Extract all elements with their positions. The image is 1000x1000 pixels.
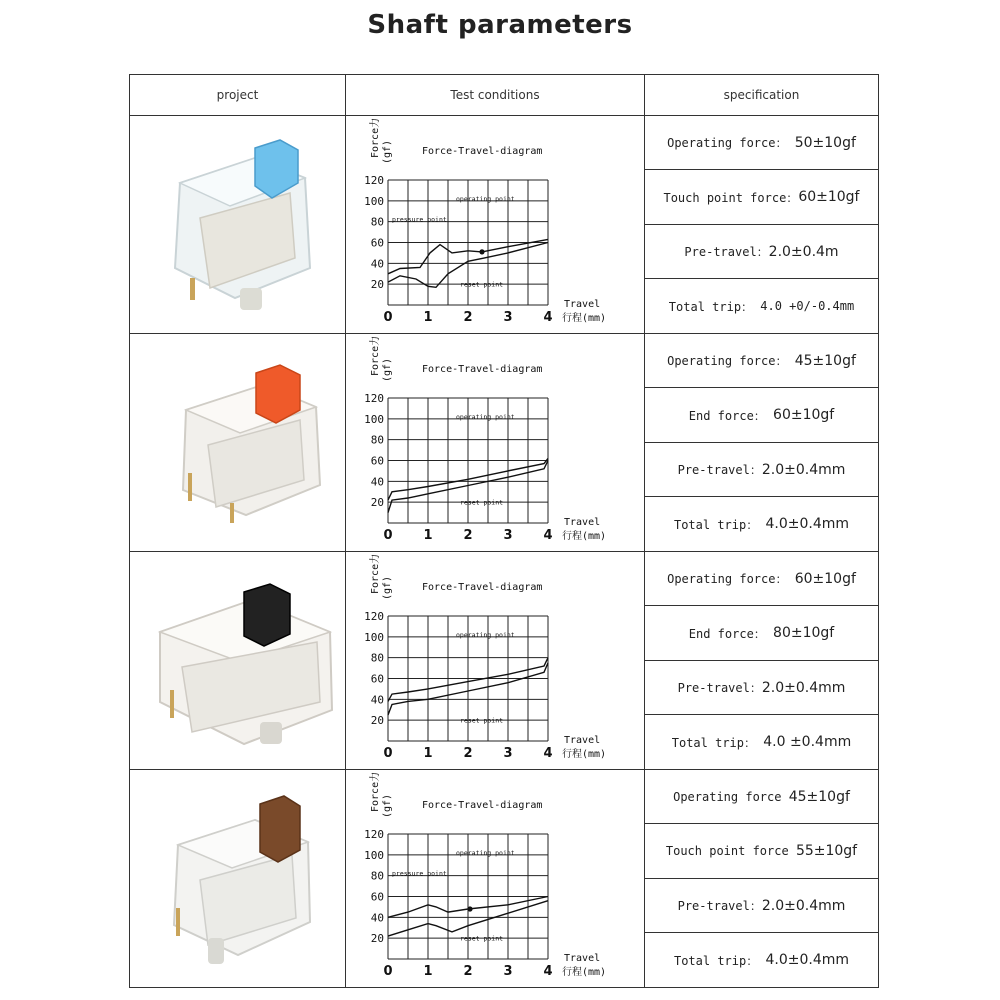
- spec-value: 45±10gf: [794, 352, 856, 369]
- y-tick-label: 100: [364, 848, 384, 862]
- spec-label: End force：: [688, 626, 766, 641]
- table-border-left: [129, 74, 130, 988]
- red-switch-image: [168, 355, 328, 530]
- spec-label: Operating force：: [667, 136, 788, 150]
- spec-operating-force: [645, 770, 878, 823]
- spec-value: 2.0±0.4mm: [761, 679, 846, 696]
- annotation-operating-point: operating point: [456, 848, 515, 857]
- x-tick-label: 3: [503, 310, 513, 325]
- y-axis-unit: (gf): [382, 793, 393, 818]
- column-divider: [345, 74, 346, 988]
- spec-value: 50±10gf: [794, 134, 856, 151]
- y-axis-unit: (gf): [382, 357, 393, 382]
- y-tick-label: 100: [364, 194, 384, 208]
- y-axis-unit: (gf): [382, 575, 393, 600]
- x-axis-unit: 行程(mm): [562, 313, 607, 324]
- x-tick-label: 2: [463, 964, 473, 979]
- y-tick-label: 40: [370, 257, 384, 271]
- y-tick-label: 80: [370, 869, 384, 883]
- spec-label: Operating force：: [667, 572, 788, 586]
- y-tick-label: 40: [370, 911, 384, 925]
- x-tick-label: 1: [423, 528, 433, 543]
- blue-switch-image: [160, 128, 320, 318]
- x-tick-label: 0: [383, 310, 393, 325]
- annotation-reset-point: reset point: [460, 498, 504, 507]
- spec-label: Operating force：: [667, 354, 788, 368]
- spec-touch-point-force: [645, 824, 878, 878]
- spec-value: 45±10gf: [788, 788, 850, 805]
- annotation-pressure-point: pressure point: [392, 215, 447, 224]
- spec-pre-travel: [645, 879, 878, 932]
- page-title: Shaft parameters: [367, 10, 633, 40]
- y-tick-label: 20: [370, 496, 384, 510]
- y-tick-label: 60: [370, 890, 384, 904]
- y-tick-label: 100: [364, 412, 384, 426]
- chart-title: Force-Travel-diagram: [422, 582, 543, 593]
- x-axis-label: Travel: [564, 953, 601, 964]
- y-tick-label: 120: [364, 610, 384, 623]
- x-tick-label: 4: [543, 528, 553, 543]
- spec-pre-travel: [645, 225, 878, 278]
- spec-total-trip: [645, 497, 878, 551]
- spec-label: End force：: [688, 408, 766, 423]
- operating-point-marker: [479, 249, 484, 254]
- y-axis-label: Force力: [370, 554, 381, 594]
- spec-value: 4.0 +0/-0.4mm: [760, 299, 855, 313]
- brown-force-travel-chart: [350, 772, 642, 984]
- spec-label: Total trip：: [671, 735, 756, 750]
- y-tick-label: 120: [364, 392, 384, 405]
- spec-value: 2.0±0.4mm: [761, 897, 846, 914]
- y-tick-label: 60: [370, 454, 384, 468]
- spec-label: Total trip：: [673, 517, 759, 532]
- spec-label: Total trip：: [673, 953, 759, 968]
- annotation-operating-point: operating point: [456, 412, 515, 421]
- x-axis-label: Travel: [564, 299, 601, 310]
- y-tick-label: 60: [370, 236, 384, 250]
- y-tick-label: 40: [370, 475, 384, 489]
- annotation-pressure-point: pressure point: [392, 869, 447, 878]
- spec-total-trip: [645, 715, 878, 769]
- operating-point-marker: [467, 906, 472, 911]
- y-axis-label: Force力: [370, 772, 381, 812]
- table-border-bottom: [129, 987, 879, 988]
- black-switch-image: [152, 572, 342, 750]
- x-tick-label: 0: [383, 528, 393, 543]
- x-axis-label: Travel: [564, 735, 601, 746]
- spec-value: 60±10gf: [798, 189, 860, 205]
- x-tick-label: 4: [543, 746, 553, 761]
- brown-switch-image: [160, 790, 320, 970]
- annotation-reset-point: reset point: [460, 280, 504, 289]
- spec-value: 2.0±0.4m: [768, 243, 839, 260]
- spec-label: Pre-travel：: [677, 463, 762, 477]
- spec-label: Pre-travel：: [677, 899, 762, 913]
- x-axis-unit: 行程(mm): [562, 749, 607, 760]
- x-tick-label: 1: [423, 746, 433, 761]
- y-tick-label: 40: [370, 693, 384, 707]
- header-specification: specification: [723, 87, 800, 102]
- spec-value: 60±10gf: [773, 407, 835, 423]
- switch-stem: [260, 796, 300, 862]
- y-tick-label: 20: [370, 932, 384, 946]
- spec-touch-point-force: [645, 170, 878, 224]
- spec-pre-travel: [645, 661, 878, 714]
- spec-pre-travel: [645, 443, 878, 496]
- spec-operating-force: [645, 334, 878, 387]
- spec-label: Total trip：: [668, 299, 754, 314]
- header-project: project: [216, 87, 259, 102]
- x-tick-label: 2: [463, 746, 473, 761]
- spec-operating-force: [645, 116, 878, 169]
- spec-value: 60±10gf: [794, 570, 856, 587]
- spec-operating-force: [645, 552, 878, 605]
- spec-end-force: [645, 606, 878, 660]
- annotation-reset-point: reset point: [460, 934, 504, 943]
- x-tick-label: 0: [383, 746, 393, 761]
- spec-total-trip: [645, 933, 878, 987]
- spec-value: 80±10gf: [773, 625, 835, 641]
- y-axis-unit: (gf): [382, 139, 393, 164]
- x-tick-label: 1: [423, 964, 433, 979]
- y-tick-label: 20: [370, 278, 384, 292]
- y-axis-label: Force力: [370, 336, 381, 376]
- spec-total-trip: [645, 279, 878, 333]
- spec-label: Pre-travel：: [684, 245, 769, 259]
- spec-end-force: [645, 388, 878, 442]
- y-axis-label: Force力: [370, 118, 381, 158]
- header-test-conditions: Test conditions: [450, 87, 540, 102]
- y-tick-label: 80: [370, 433, 384, 447]
- x-axis-label: Travel: [564, 517, 601, 528]
- annotation-reset-point: reset point: [460, 716, 504, 725]
- annotation-operating-point: operating point: [456, 630, 515, 639]
- spec-value: 55±10gf: [795, 843, 858, 859]
- annotation-operating-point: operating point: [456, 194, 515, 203]
- blue-force-travel-chart: [350, 118, 642, 330]
- x-tick-label: 3: [503, 746, 513, 761]
- y-tick-label: 120: [364, 174, 384, 187]
- chart-title: Force-Travel-diagram: [422, 146, 543, 157]
- spec-value: 4.0±0.4mm: [765, 516, 850, 532]
- y-tick-label: 80: [370, 215, 384, 229]
- y-tick-label: 20: [370, 714, 384, 728]
- x-axis-unit: 行程(mm): [562, 531, 607, 542]
- spec-label: Pre-travel：: [677, 681, 762, 695]
- chart-title: Force-Travel-diagram: [422, 800, 543, 811]
- switch-stem: [244, 584, 290, 646]
- x-tick-label: 0: [383, 964, 393, 979]
- black-force-travel-chart: [350, 554, 642, 766]
- x-tick-label: 4: [543, 310, 553, 325]
- x-tick-label: 3: [503, 528, 513, 543]
- spec-value: 2.0±0.4mm: [761, 461, 846, 478]
- x-axis-unit: 行程(mm): [562, 967, 607, 978]
- x-tick-label: 2: [463, 310, 473, 325]
- spec-label: Operating force: [673, 789, 782, 804]
- switch-stem: [256, 365, 300, 423]
- y-tick-label: 80: [370, 651, 384, 665]
- x-tick-label: 3: [503, 964, 513, 979]
- y-tick-label: 100: [364, 630, 384, 644]
- spec-value: 4.0±0.4mm: [765, 952, 850, 968]
- chart-title: Force-Travel-diagram: [422, 364, 543, 375]
- spec-label: Touch point force：: [663, 190, 799, 205]
- y-tick-label: 60: [370, 672, 384, 686]
- table-border-right: [878, 74, 879, 988]
- x-tick-label: 4: [543, 964, 553, 979]
- x-tick-label: 1: [423, 310, 433, 325]
- spec-label: Touch point force: [665, 844, 789, 858]
- y-tick-label: 120: [364, 828, 384, 841]
- red-force-travel-chart: [350, 336, 642, 548]
- spec-value: 4.0 ±0.4mm: [763, 734, 852, 750]
- x-tick-label: 2: [463, 528, 473, 543]
